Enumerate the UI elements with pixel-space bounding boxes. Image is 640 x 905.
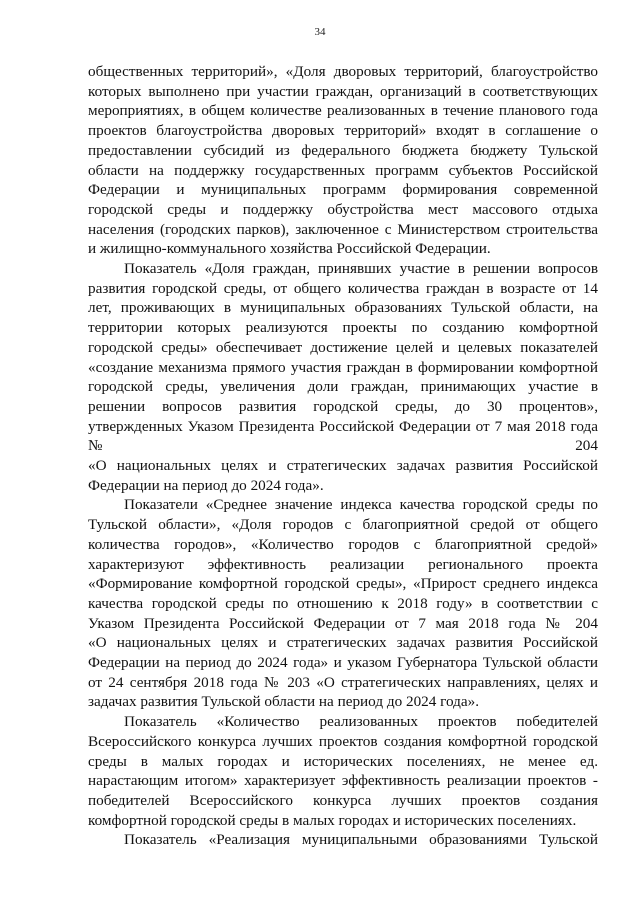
text-line: «О национальных целях и стратегических задачах развития Российской — [88, 457, 598, 474]
text-line: решении вопросов развития городской среды, до 30 процентов», — [88, 397, 598, 415]
text-line: лет, проживающих в муниципальных образованиях Тульской области, на — [88, 299, 598, 317]
text-line: «О национальных целях и стратегических задачах развития Российской — [88, 634, 598, 652]
text-line: № 204 — [88, 437, 598, 455]
text-line: территории которых реализуются проекты по созданию комфортной — [88, 319, 598, 337]
text-line: общественных территорий», «Доля дворовых территорий, благоустройство — [88, 63, 598, 80]
text-line: Федерации на период до 2024 года» и указом Губернатора Тульской области — [88, 654, 598, 671]
page-number: 34 — [314, 26, 326, 38]
text-line: среды в малых городах и исторических поселениях, не менее ед. — [88, 752, 598, 770]
text-line: Показатель «Доля граждан, принявших участие в решении вопросов — [124, 260, 598, 277]
text-line: развития городской среды, от общего количества граждан в возрасте от 14 — [88, 279, 598, 297]
text-line: городской среды» обеспечивает достижение целей и целевых показателей — [88, 338, 598, 356]
text-line: утвержденных Указом Президента Российской Федерации от 7 мая 2018 года — [88, 417, 598, 435]
text-line: «создание механизма прямого участия граждан в формировании комфортной — [88, 358, 598, 376]
text-line: предоставлении субсидий из федерального бюджета бюджету Тульской — [88, 141, 598, 159]
text-line: населения (городских парков), заключенное с Министерством строительства — [88, 220, 598, 238]
text-line: комфортной городской среды в малых городах и исторических поселениях. — [88, 811, 577, 829]
text-line: количества городов», «Количество городов с благоприятной средой» — [88, 535, 598, 553]
text-line: городской среды и поддержку обустройства мест массового отдыха — [88, 200, 598, 218]
text-line: проектов благоустройства дворовых территорий» входят в соглашение о — [88, 122, 598, 140]
text-line: области на поддержку государственных программ субъектов Российской — [88, 161, 598, 179]
text-line: которых выполнено при участии граждан, организаций в соответствующих — [88, 82, 598, 100]
text-line: Федерации и муниципальных программ формирования современной — [88, 181, 598, 199]
text-line: от 24 сентября 2018 года № 203 «О стратегических направлениях, целях и — [88, 673, 598, 691]
text-line: нарастающим итогом» характеризует эффективность реализации проектов - — [88, 772, 598, 790]
text-line: качества городской среды по отношению к 2018 году» в соответствии с — [88, 594, 598, 612]
text-line: Показатель «Реализация муниципальными образованиями Тульской — [124, 831, 598, 849]
text-line: и жилищно-коммунального хозяйства Российской Федерации. — [88, 240, 491, 258]
text-line: задачах развития Тульской области на период до 2024 года». — [88, 693, 480, 711]
text-line: Федерации на период до 2024 года». — [88, 476, 324, 494]
text-line: характеризуют эффективность реализации регионального проекта — [88, 555, 598, 573]
text-line: мероприятиях, в общем количестве реализованных в течение планового года — [88, 102, 598, 120]
text-line: городской среды, увеличения доли граждан, принимающих участие в — [88, 378, 598, 396]
text-line: Всероссийского конкурса лучших проектов создания комфортной городской — [88, 732, 598, 750]
text-line: Указом Президента Российской Федерации от 7 мая 2018 года № 204 — [88, 614, 598, 632]
text-line: «Формирование комфортной городской среды», «Прирост среднего индекса — [88, 575, 598, 593]
text-line: Показатели «Среднее значение индекса качества городской среды по — [124, 496, 598, 514]
text-line: Показатель «Количество реализованных проектов победителей — [124, 713, 598, 731]
text-line: Тульской области», «Доля городов с благоприятной средой от общего — [88, 516, 598, 534]
text-line: победителей Всероссийского конкурса лучших проектов создания — [88, 791, 598, 809]
